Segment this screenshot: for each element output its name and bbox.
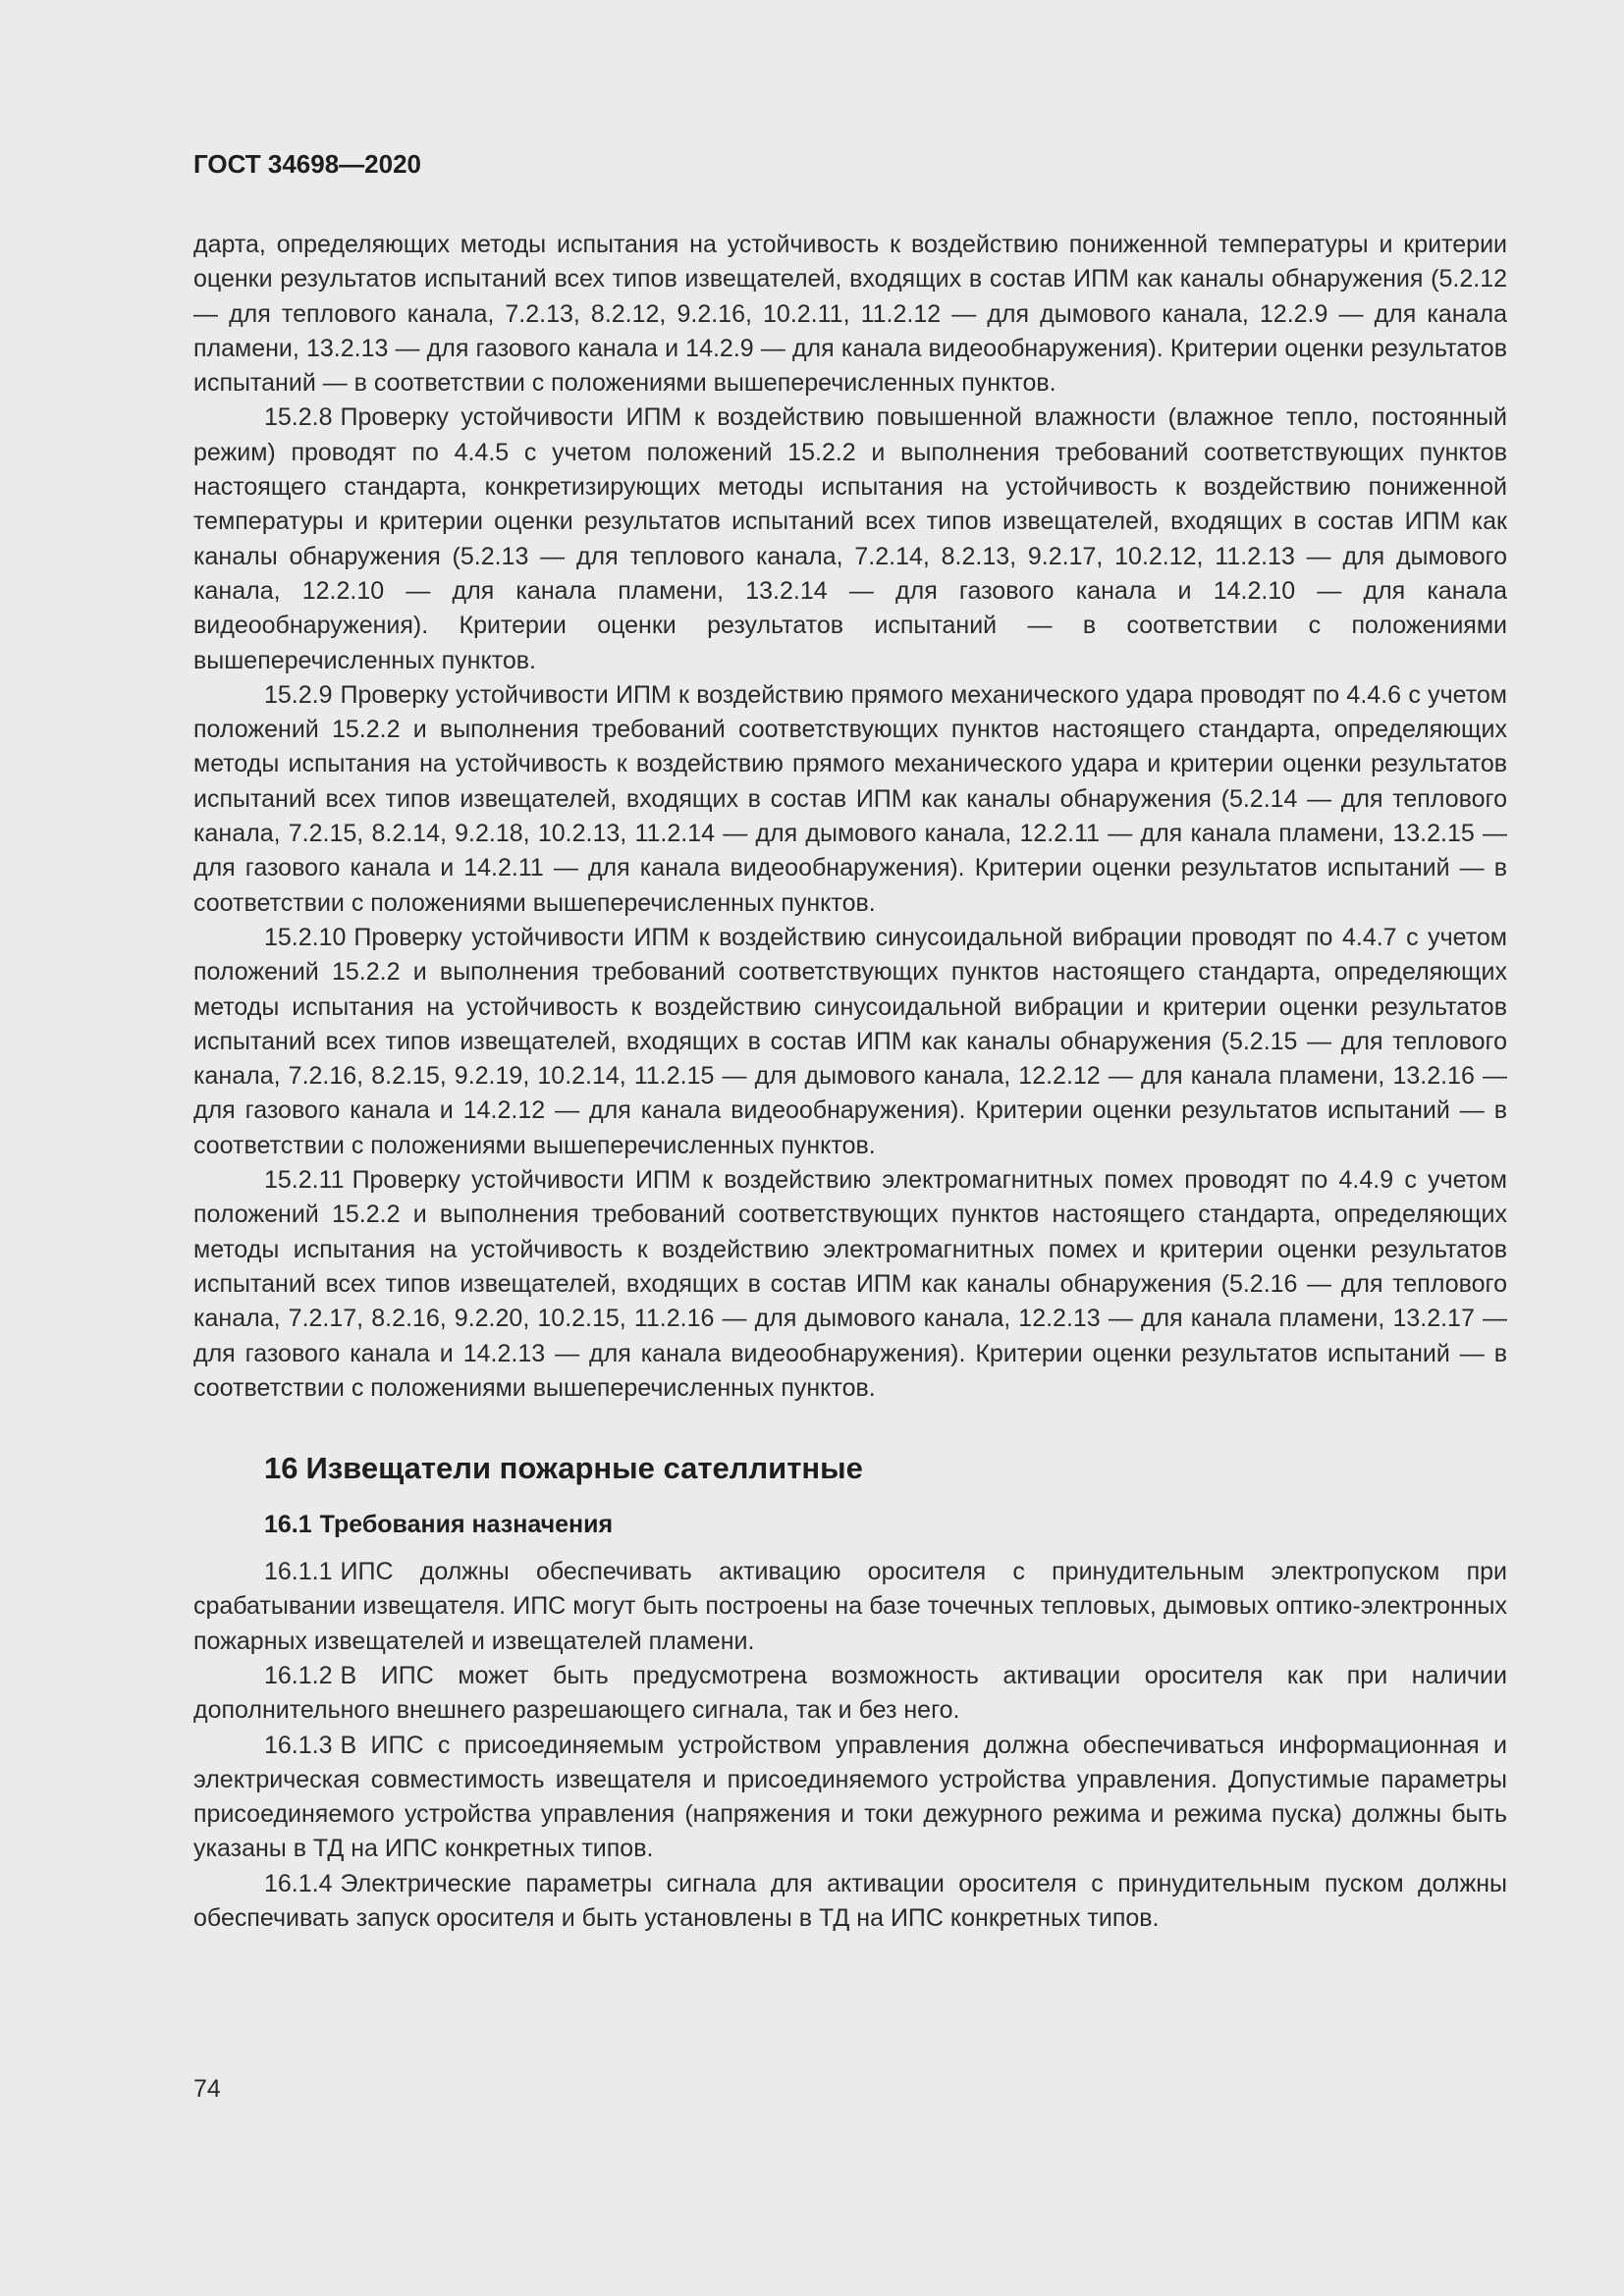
document-body — [193, 228, 1507, 1936]
paragraph-number: 15.2.8 — [264, 403, 333, 432]
paragraph-15-2-10 — [193, 921, 1507, 1163]
paragraph-text: В ИПС с присоединяемым устройством управления должна обеспечиваться информационная и электрическая совместимость извещателя и присоединяемого устройства управления. Допустимые параметры присоединяемого устройства управления (напряжения и токи дежурного режима и режима пуска) должны быть указаны в ТД на ИПС конкретных типов. — [193, 1731, 1507, 1863]
section-heading — [264, 1449, 1507, 1488]
subsection-number: 16.1 — [264, 1511, 312, 1539]
paragraph-number: 15.2.11 — [264, 1166, 345, 1195]
paragraph-16-1-4 — [193, 1867, 1507, 1937]
section-title: Извещатели пожарные сателлитные — [305, 1451, 863, 1486]
paragraph-number: 16.1.3 — [264, 1731, 333, 1759]
paragraph-text: дарта, определяющих методы испытания на устойчивость к воздействию пониженной температуры и критерии оценки результатов испытаний всех типов извещателей, входящих в состав ИПМ как каналы обнаружения (5.2.12 — для теплового канала, 7.2.13, 8.2.12, 9.2.16, 10.2.11, 11.2.12 — для дымового канала, 12.2.9 — для канала пламени, 13.2.13 — для газового канала и 14.2.9 — для канала видеообнаружения). Критерии оценки результатов испытаний — в соответствии с положениями вышеперечисленных пунктов. — [193, 231, 1507, 398]
paragraph-text: Проверку устойчивости ИПМ к воздействию повышенной влажности (влажное тепло, постоянный режим) проводят по 4.4.5 с учетом положений 15.2.2 и выполнения требований соответствующих пунктов настоящего стандарта, конкретизирующих методы испытания на устойчивость к воздействию пониженной температуры и критерии оценки результатов испытаний всех типов извещателей, входящих в состав ИПМ как каналы обнаружения (5.2.13 — для теплового канала, 7.2.14, 8.2.13, 9.2.17, 10.2.12, 11.2.13 — для дымового канала, 12.2.10 — для канала пламени, 13.2.14 — для газового канала и 14.2.10 — для канала видеообнаружения). Критерии оценки результатов испытаний — в соответствии с положениями вышеперечисленных пунктов. — [193, 403, 1507, 674]
paragraph-text: Проверку устойчивости ИПМ к воздействию электромагнитных помех проводят по 4.4.9 с учетом положений 15.2.2 и выполнения требований соответствующих пунктов настоящего стандарта, определяющих методы испытания на устойчивость к воздействию электромагнитных помех и критерии оценки результатов испытаний всех типов извещателей, входящих в состав ИПМ как каналы обнаружения (5.2.16 — для теплового канала, 7.2.17, 8.2.16, 9.2.20, 10.2.15, 11.2.16 — для дымового канала, 12.2.13 — для канала пламени, 13.2.17 — для газового канала и 14.2.13 — для канала видеообнаружения). Критерии оценки результатов испытаний — в соответствии с положениями вышеперечисленных пунктов. — [193, 1166, 1507, 1402]
subsection-heading — [264, 1508, 1507, 1541]
document-header: ГОСТ 34698—2020 — [193, 149, 421, 179]
section-number: 16 — [264, 1451, 298, 1486]
paragraph-continuation — [193, 228, 1507, 400]
paragraph-15-2-9 — [193, 678, 1507, 921]
paragraph-number: 16.1.2 — [264, 1661, 333, 1689]
paragraph-number: 15.2.9 — [264, 680, 333, 709]
paragraph-text: Проверку устойчивости ИПМ к воздействию прямого механического удара проводят по 4.4.6 с учетом положений 15.2.2 и выполнения требований соответствующих пунктов настоящего стандарта, определяющих методы испытания на устойчивость к воздействию прямого механического удара и критерии оценки результатов испытаний всех типов извещателей, входящих в состав ИПМ как каналы обнаружения (5.2.14 — для теплового канала, 7.2.15, 8.2.14, 9.2.18, 10.2.13, 11.2.14 — для дымового канала, 12.2.11 — для канала пламени, 13.2.15 — для газового канала и 14.2.11 — для канала видеообнаружения). Критерии оценки результатов испытаний — в соответствии с положениями вышеперечисленных пунктов. — [193, 680, 1507, 917]
paragraph-16-1-2 — [193, 1659, 1507, 1729]
paragraph-16-1-1 — [193, 1555, 1507, 1659]
paragraph-text: Электрические параметры сигнала для активации оросителя с принудительным пуском должны обеспечивать запуск оросителя и быть установлены в ТД на ИПС конкретных типов. — [193, 1869, 1507, 1933]
paragraph-15-2-11 — [193, 1163, 1507, 1406]
paragraph-text: Проверку устойчивости ИПМ к воздействию синусоидальной вибрации проводят по 4.4.7 с учетом положений 15.2.2 и выполнения требований соответствующих пунктов настоящего стандарта, определяющих методы испытания на устойчивость к воздействию синусоидальной вибрации и критерии оценки результатов испытаний всех типов извещателей, входящих в состав ИПМ как каналы обнаружения (5.2.15 — для теплового канала, 7.2.16, 8.2.15, 9.2.19, 10.2.14, 11.2.15 — для дымового канала, 12.2.12 — для канала пламени, 13.2.16 — для газового канала и 14.2.12 — для канала видеообнаружения). Критерии оценки результатов испытаний — в соответствии с положениями вышеперечисленных пунктов. — [193, 923, 1507, 1159]
document-page — [193, 147, 1507, 1936]
page-number: 74 — [193, 2075, 221, 2103]
paragraph-15-2-8 — [193, 400, 1507, 677]
paragraph-number: 16.1.1 — [264, 1558, 333, 1586]
paragraph-text: ИПС должны обеспечивать активацию оросителя с принудительным электропуском при срабатывании извещателя. ИПС могут быть построены на базе точечных тепловых, дымовых оптико-электронных пожарных извещателей и извещателей пламени. — [193, 1558, 1507, 1655]
paragraph-16-1-3 — [193, 1729, 1507, 1867]
paragraph-text: В ИПС может быть предусмотрена возможность активации оросителя как при наличии дополнительного внешнего разрешающего сигнала, так и без него. — [193, 1661, 1507, 1725]
paragraph-number: 16.1.4 — [264, 1869, 333, 1897]
subsection-title: Требования назначения — [319, 1511, 614, 1539]
paragraph-number: 15.2.10 — [264, 923, 347, 951]
